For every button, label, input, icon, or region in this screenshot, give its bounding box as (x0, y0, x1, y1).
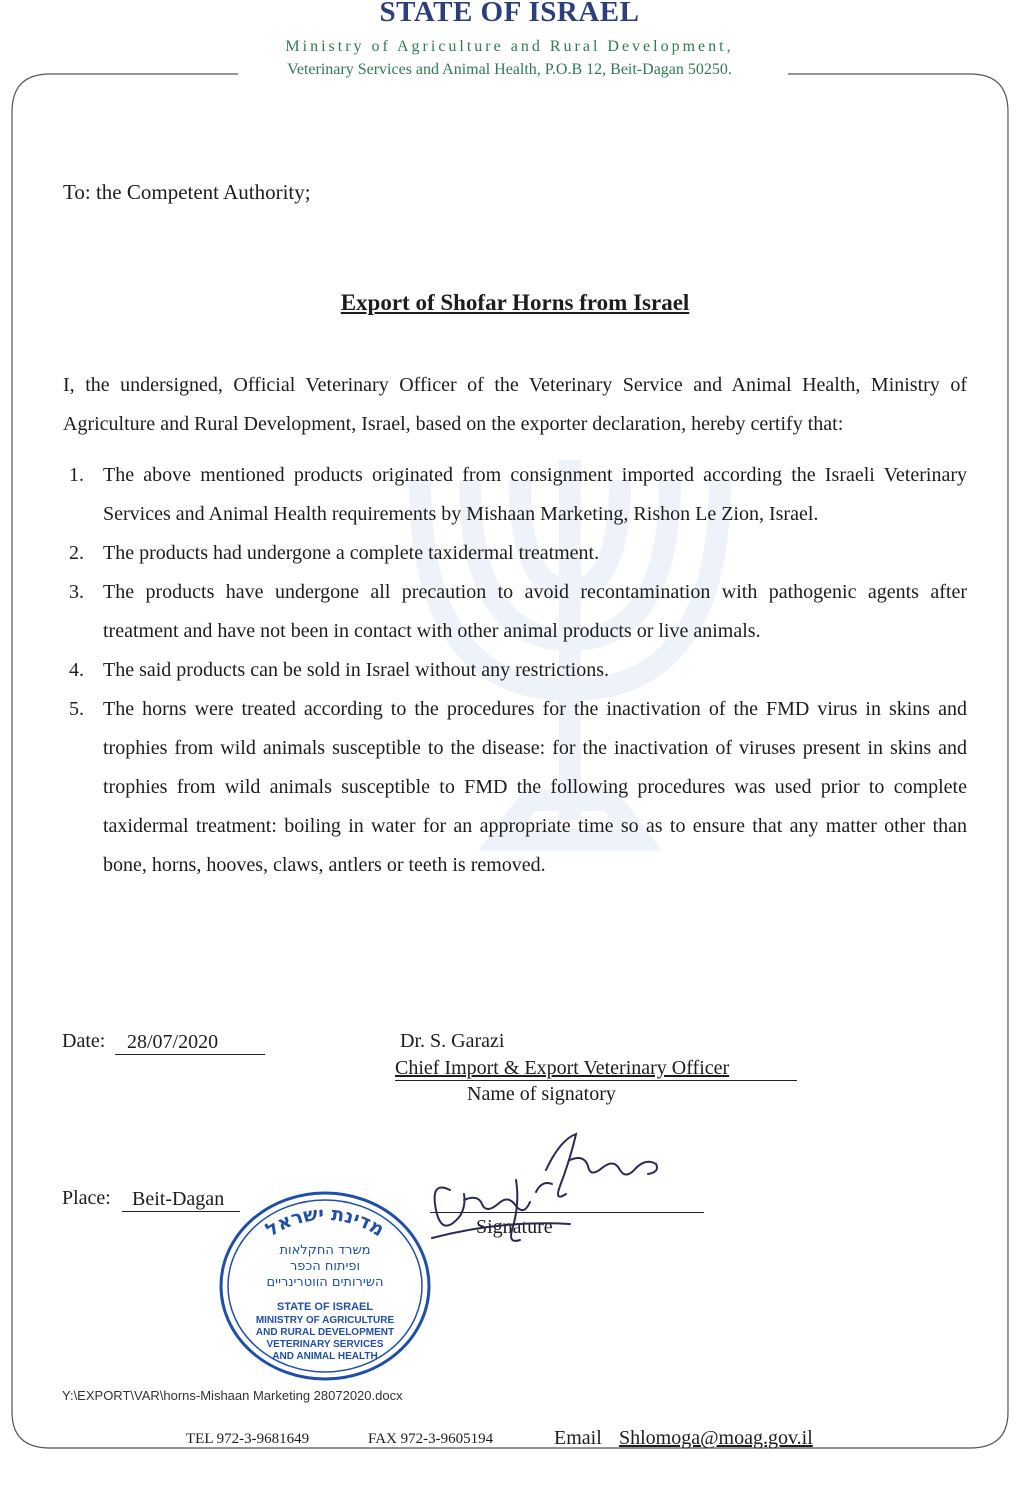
letterhead-department: Veterinary Services and Animal Health, P.O.B 12, Beit-Dagan 50250. (287, 61, 732, 78)
stamp-english-line4: VETERINARY SERVICES (266, 1339, 384, 1350)
footer-email-label: Email (554, 1427, 602, 1449)
signature-label: Signature (476, 1216, 553, 1238)
footer-tel: TEL 972-3-9681649 (186, 1431, 310, 1447)
list-item (63, 534, 967, 573)
item-number: 5. (69, 698, 84, 720)
list-item (63, 651, 967, 690)
file-path: Y:\EXPORT\VAR\horns-Mishaan Marketing 28072020.docx (62, 1388, 403, 1403)
signatory-name-label: Name of signatory (467, 1083, 616, 1105)
footer-email-link[interactable]: Shlomoga@moag.gov.il (619, 1427, 813, 1449)
stamp-hebrew-line2: ופיתוח הכפר (289, 1259, 361, 1274)
recipient-line: To: the Competent Authority; (63, 180, 311, 204)
item-text: The products have undergone all precaution to avoid recontamination with pathogenic agents after treatment and have not been in contact with other animal products or live animals. (103, 581, 967, 642)
handwritten-signature (420, 1120, 670, 1260)
stamp-english-line1: STATE OF ISRAEL (276, 1301, 374, 1313)
item-number: 3. (69, 581, 84, 603)
document-subject: Export of Shofar Horns from Israel (340, 290, 690, 315)
stamp-hebrew-line3: השירותים הווטרינריים (266, 1275, 384, 1290)
list-item (63, 690, 967, 885)
letterhead-ministry: Ministry of Agriculture and Rural Development, (285, 38, 734, 55)
stamp-english-line3: AND RURAL DEVELOPMENT (255, 1327, 395, 1338)
official-stamp (214, 1188, 436, 1384)
item-text: The horns were treated according to the procedures for the inactivation of the FMD virus in skins and trophies from wild animals susceptible to the disease: for the inactivation of viruses present in skins and trophies from wild animals susceptible to FMD the following procedures was used prior to complete taxidermal treatment: boiling in water for an appropriate time so as to ensure that any matter other than bone, horns, hooves, claws, antlers or teeth is removed. (103, 698, 967, 876)
item-text: The said products can be sold in Israel without any restrictions. (103, 659, 609, 681)
date-value: 28/07/2020 (115, 1030, 265, 1055)
date-label: Date: (62, 1030, 106, 1052)
stamp-hebrew-title: מדינת ישראל (261, 1202, 389, 1242)
signatory-name: Dr. S. Garazi (400, 1030, 505, 1052)
list-item (63, 456, 967, 534)
item-text: The products had undergone a complete taxidermal treatment. (103, 542, 600, 564)
stamp-hebrew-line1: משרד החקלאות (279, 1243, 371, 1258)
item-text: The above mentioned products originated from consignment imported according the Israeli Veterinary Services and Animal Health requirements by Mishaan Marketing, Rishon Le Zion, Israel. (103, 464, 967, 525)
certification-list (63, 456, 967, 885)
letterhead-title: STATE OF ISRAEL (379, 0, 640, 28)
footer-fax: FAX 972-3-9605194 (368, 1431, 494, 1447)
place-label: Place: (62, 1187, 111, 1209)
place-value: Beit-Dagan (122, 1187, 240, 1212)
item-number: 2. (69, 542, 84, 564)
stamp-english-line2: MINISTRY OF AGRICULTURE (255, 1315, 395, 1326)
certification-intro: I, the undersigned, Official Veterinary Officer of the Veterinary Service and Animal Health, Ministry of Agriculture and Rural Development, Israel, based on the exporter declaration, hereby certify that: (63, 374, 967, 435)
list-item (63, 573, 967, 651)
signatory-role: Chief Import & Export Veterinary Officer (395, 1056, 797, 1081)
item-number: 4. (69, 659, 84, 681)
stamp-english-line5: AND ANIMAL HEALTH (272, 1351, 378, 1362)
item-number: 1. (69, 464, 84, 486)
